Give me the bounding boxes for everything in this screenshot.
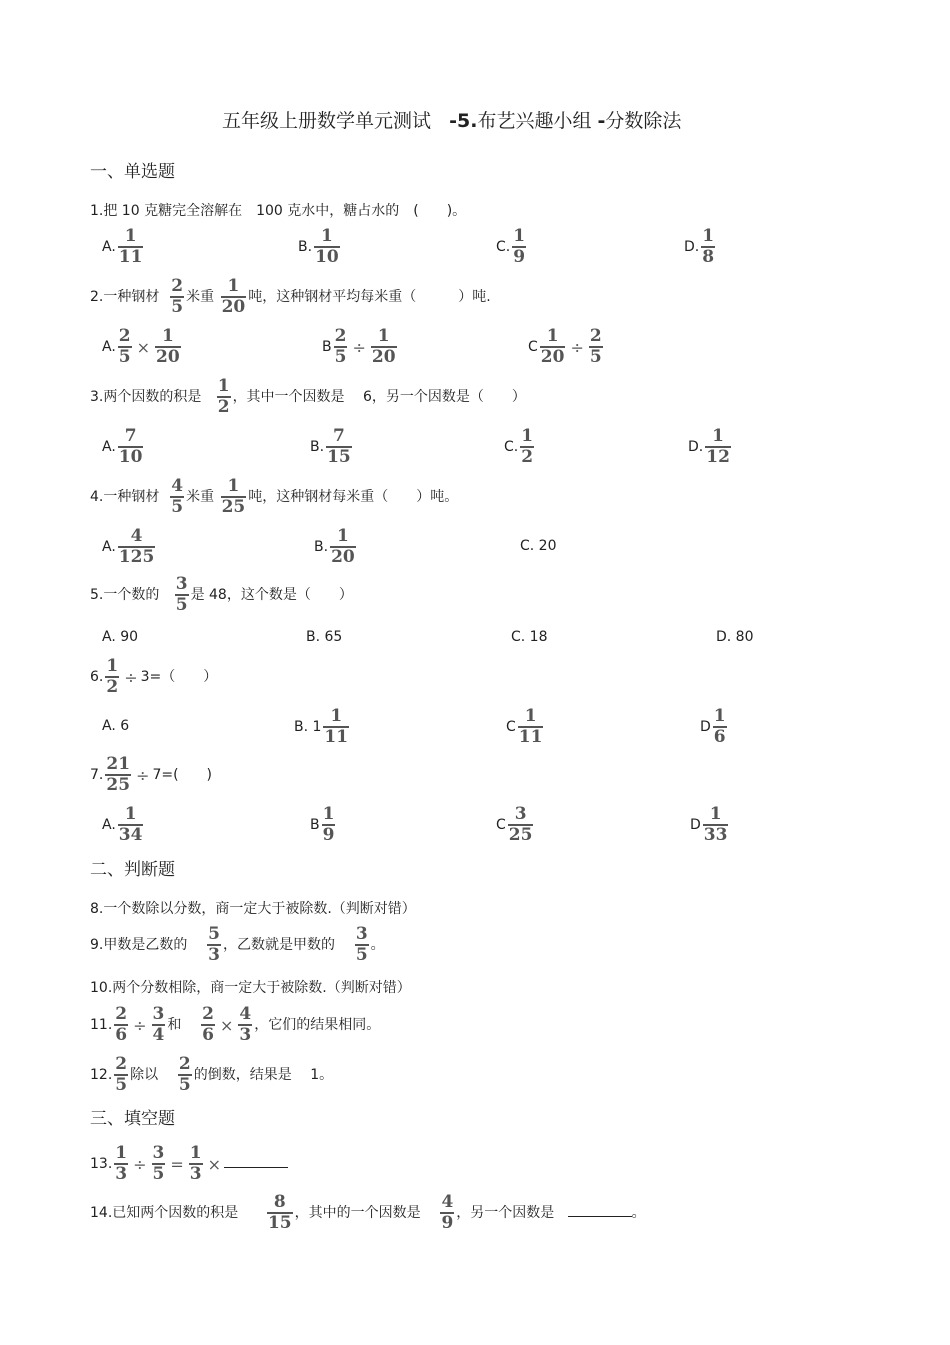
q2-option-a[interactable]: A. $\frac{2}{5}$ × $\frac{1}{20}$ (102, 326, 180, 367)
q2-option-c[interactable]: C $\frac{1}{20}$ ÷ $\frac{2}{5}$ (528, 326, 602, 367)
q5-option-a[interactable]: A. 90 (102, 629, 139, 645)
question-7: 7. $\frac{21}{25}$ ÷ 7=( ) (90, 754, 212, 795)
q7-option-c[interactable]: C $\frac{3}{25}$ (496, 804, 533, 845)
section-heading-true-false: 二、判断题 (90, 860, 175, 880)
q7-option-b[interactable]: B $\frac{1}{9}$ (310, 804, 335, 845)
section-heading-fill-blank: 三、填空题 (90, 1109, 175, 1129)
q6-option-a[interactable]: A. 6 (102, 718, 130, 734)
question-14: 14.已知两个因数的积是 $\frac{8}{15}$ ，其中的一个因数是 $\frac{4}{9}$ ，另一个因数是 。 (90, 1192, 646, 1233)
question-13: 13. $\frac{1}{3}$ ÷ $\frac{3}{5}$ = $\frac{1}{3}$ × (90, 1145, 288, 1183)
q6-option-c[interactable]: C $\frac{1}{11}$ (506, 706, 543, 747)
q6-option-b[interactable]: B. 1 $\frac{1}{11}$ (294, 706, 349, 747)
q2-option-b[interactable]: B $\frac{2}{5}$ ÷ $\frac{1}{20}$ (322, 326, 396, 367)
q5-option-b[interactable]: B. 65 (306, 629, 343, 645)
q6-option-d[interactable]: D $\frac{1}{6}$ (700, 706, 726, 747)
q14-answer-blank[interactable] (568, 1202, 632, 1217)
q4-option-a[interactable]: A. $\frac{4}{125}$ (102, 526, 155, 567)
q1-option-b[interactable]: B. $\frac{1}{10}$ (298, 226, 339, 267)
question-10: 10.两个分数相除，商一定大于被除数.（判断对错） (90, 980, 411, 996)
page-title: 五年级上册数学单元测试 -5.布艺兴趣小组 -分数除法 (222, 110, 682, 132)
question-12: 12. $\frac{2}{5}$ 除以 $\frac{2}{5}$ 的倒数，结果是 1。 (90, 1054, 334, 1095)
question-2: 2.一种钢材 $\frac{2}{5}$ 米重 $\frac{1}{20}$ 吨，这种钢材平均每米重（ ）吨. (90, 276, 491, 317)
q1-option-d[interactable]: D. $\frac{1}{8}$ (684, 226, 715, 267)
q3-option-c[interactable]: C. $\frac{1}{2}$ (504, 426, 534, 467)
q7-option-a[interactable]: A. $\frac{1}{34}$ (102, 804, 143, 845)
q1-option-a[interactable]: A. $\frac{1}{11}$ (102, 226, 143, 267)
q13-answer-blank[interactable] (224, 1153, 288, 1168)
section-heading-single-choice: 一、单选题 (90, 162, 175, 182)
question-6: 6. $\frac{1}{2}$ ÷ 3=（ ） (90, 656, 218, 697)
q3-option-b[interactable]: B. $\frac{7}{15}$ (310, 426, 351, 467)
q4-option-c[interactable]: C. 20 (520, 538, 557, 554)
q1-option-c[interactable]: C. $\frac{1}{9}$ (496, 226, 526, 267)
q5-option-d[interactable]: D. 80 (716, 629, 754, 645)
question-3: 3.两个因数的积是 $\frac{1}{2}$ ，其中一个因数是 6，另一个因数是（ ） (90, 376, 526, 417)
q3-option-a[interactable]: A. $\frac{7}{10}$ (102, 426, 143, 467)
question-5: 5.一个数的 $\frac{3}{5}$ 是 48，这个数是（ ） (90, 574, 353, 615)
question-8: 8.一个数除以分数，商一定大于被除数.（判断对错） (90, 901, 416, 917)
q3-option-d[interactable]: D. $\frac{1}{12}$ (688, 426, 730, 467)
question-9: 9.甲数是乙数的 $\frac{5}{3}$ ，乙数就是甲数的 $\frac{3}{5}$ 。 (90, 924, 385, 965)
q5-option-c[interactable]: C. 18 (511, 629, 548, 645)
question-11: 11. $\frac{2}{6}$ ÷ $\frac{3}{4}$ 和 $\frac{2}{6}$ × $\frac{4}{3}$ ，它们的结果相同。 (90, 1004, 381, 1045)
question-1: 1.把 10 克糖完全溶解在 100 克水中，糖占水的 ( )。 (90, 203, 467, 219)
question-4: 4.一种钢材 $\frac{4}{5}$ 米重 $\frac{1}{25}$ 吨，这种钢材每米重（ ）吨。 (90, 476, 459, 517)
q4-option-b[interactable]: B. $\frac{1}{20}$ (314, 526, 355, 567)
q7-option-d[interactable]: D $\frac{1}{33}$ (690, 804, 728, 845)
